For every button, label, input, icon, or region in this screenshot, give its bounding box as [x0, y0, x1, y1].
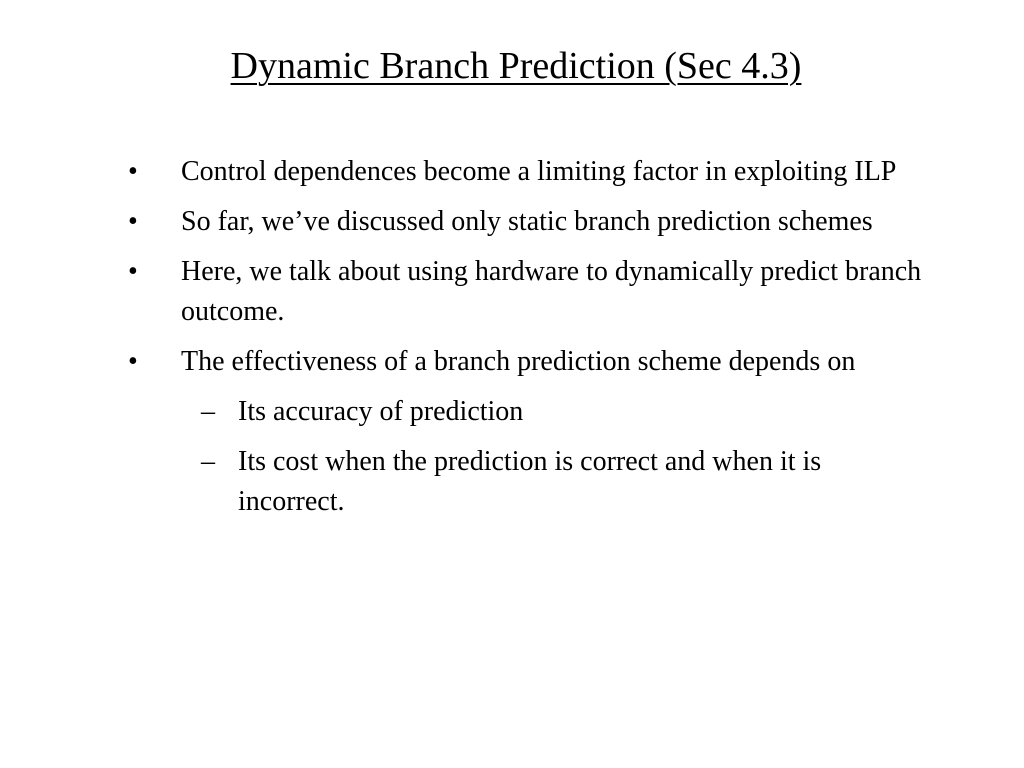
- bullet-text: The effectiveness of a branch prediction scheme depends on: [181, 346, 856, 377]
- dash-marker: –: [201, 446, 215, 477]
- bullet-item-effectiveness: [128, 342, 928, 522]
- bullet-item-hardware-prediction: [128, 252, 928, 332]
- bullet-marker: •: [128, 256, 138, 287]
- bullet-item-control-dependences: [128, 152, 928, 192]
- bullet-item-static-prediction: [128, 202, 928, 242]
- sub-bullet-list: [181, 392, 928, 522]
- slide-title: Dynamic Branch Prediction (Sec 4.3): [230, 45, 802, 87]
- bullet-marker: •: [128, 156, 138, 187]
- sub-bullet-cost: [181, 442, 928, 522]
- bullet-list: [128, 152, 928, 532]
- sub-bullet-text: Its cost when the prediction is correct and when it is incorrect.: [238, 446, 822, 517]
- bullet-text: Control dependences become a limiting factor in exploiting ILP: [181, 156, 897, 187]
- bullet-text: So far, we’ve discussed only static branch prediction schemes: [181, 206, 873, 237]
- bullet-text: Here, we talk about using hardware to dynamically predict branch outcome.: [181, 256, 922, 327]
- sub-bullet-accuracy: [181, 392, 928, 432]
- bullet-marker: •: [128, 346, 138, 377]
- bullet-marker: •: [128, 206, 138, 237]
- sub-bullet-text: Its accuracy of prediction: [238, 396, 524, 427]
- dash-marker: –: [201, 396, 215, 427]
- sub-list-container: [181, 392, 928, 522]
